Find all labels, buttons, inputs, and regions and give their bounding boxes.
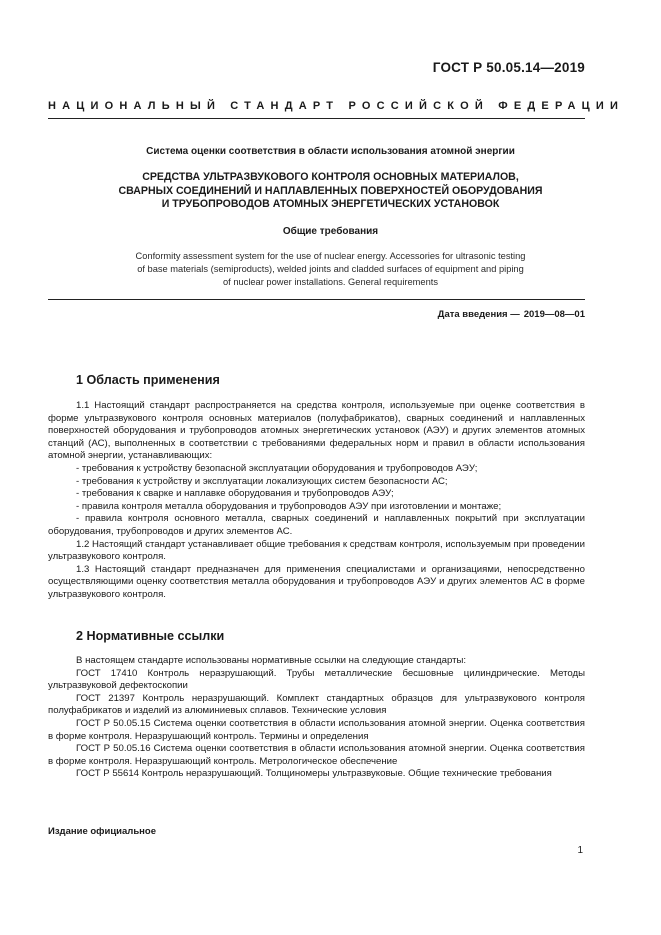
section-2-heading: 2 Нормативные ссылки — [76, 629, 225, 643]
reference-item: ГОСТ Р 50.05.15 Система оценки соответствия в области использования атомной энергии. Оценка соответствия в форме контроля. Неразрушающий контроль. Термины и определения — [48, 717, 585, 742]
document-number: ГОСТ Р 50.05.14—2019 — [432, 60, 585, 75]
introduction-date — [438, 309, 585, 320]
system-line: Система оценки соответствия в области использования атомной энергии — [146, 146, 515, 157]
english-title-line: Conformity assessment system for the use of nuclear energy. Accessories for ultrasonic testing — [135, 251, 526, 261]
reference-item: ГОСТ Р 50.05.16 Система оценки соответствия в области использования атомной энергии. Оценка соответствия в форме контроля. Неразрушающий контроль. Метрологическое обеспечение — [48, 743, 585, 767]
official-edition-label: Издание официальное — [48, 826, 156, 837]
english-title-line: of nuclear power installations. General requirements — [223, 277, 438, 287]
references-intro: В настоящем стандарте использованы нормативные ссылки на следующие стандарты: — [76, 655, 467, 666]
english-title — [76, 250, 585, 289]
paragraph-1-1: 1.1 Настоящий стандарт распространяется на средства контроля, используемые при оценке соответствия в форме ультразвукового контроля основных материалов (полуфабрикатов), сварных соединений и наплавленных поверхностей оборудования и трубопроводов атомных энергетических установок (АЭУ) и других элементов атомных станций (АС), выполненных в соответствии с требованиями федеральных норм и правил в области использования атомной энергии, устанавливающих: — [48, 400, 585, 462]
main-title-line: СРЕДСТВА УЛЬТРАЗВУКОВОГО КОНТРОЛЯ ОСНОВНЫХ МАТЕРИАЛОВ, — [142, 171, 519, 183]
introduction-date-label: Дата введения — — [437, 309, 520, 320]
main-title — [76, 171, 585, 212]
main-title-line: СВАРНЫХ СОЕДИНЕНИЙ И НАПЛАВЛЕННЫХ ПОВЕРХНОСТЕЙ ОБОРУДОВАНИЯ — [118, 184, 543, 197]
header-divider — [48, 118, 585, 119]
title-divider — [48, 299, 585, 300]
section-2-body — [48, 655, 585, 781]
paragraph-1-2: 1.2 Настоящий стандарт устанавливает общие требования к средствам контроля, используемым при проведении ультразвукового контроля. — [48, 538, 585, 563]
list-item: - требования к устройству и эксплуатации локализующих систем безопасности АС; — [76, 475, 448, 487]
page-number: 1 — [577, 845, 583, 856]
subtitle: Общие требования — [282, 226, 379, 237]
list-item: - требования к сварке и наплавке оборудования и трубопроводов АЭУ; — [76, 488, 394, 500]
introduction-date-value: 2019—08—01 — [523, 309, 585, 320]
reference-item: ГОСТ Р 55614 Контроль неразрушающий. Толщиномеры ультразвуковые. Общие технические требования — [76, 768, 552, 780]
section-1-heading: 1 Область применения — [76, 373, 220, 387]
reference-item: ГОСТ 17410 Контроль неразрушающий. Трубы металлические бесшовные цилиндрические. Методы ультразвуковой дефектоскопии — [48, 667, 585, 692]
main-title-line: И ТРУБОПРОВОДОВ АТОМНЫХ ЭНЕРГЕТИЧЕСКИХ УСТАНОВОК — [161, 198, 500, 210]
list-item: - правила контроля основного металла, сварных соединений и наплавленных покрытий при эксплуатации оборудования, трубопроводов и других элементов АС. — [48, 513, 585, 537]
section-1-body — [48, 400, 585, 602]
list-item: - правила контроля металла оборудования и трубопроводов АЭУ при изготовлении и монтаже; — [76, 500, 502, 512]
national-standard-heading: НАЦИОНАЛЬНЫЙ СТАНДАРТ РОССИЙСКОЙ ФЕДЕРАЦИИ — [48, 100, 625, 112]
list-item: - требования к устройству безопасной эксплуатации оборудования и трубопроводов АЭУ; — [76, 462, 478, 474]
reference-item: ГОСТ 21397 Контроль неразрушающий. Комплект стандартных образцов для ультразвукового контроля полуфабрикатов и изделий из алюминиевых сплавов. Технические условия — [48, 692, 585, 717]
english-title-line: of base materials (semiproducts), welded joints and cladded surfaces of equipment and piping — [137, 264, 524, 274]
paragraph-1-3: 1.3 Настоящий стандарт предназначен для применения специалистами и организациями, непосредственно осуществляющими оценку соответствия металла оборудования и трубопроводов АЭУ и других элементов АС в форме ультразвукового контроля. — [48, 563, 585, 600]
